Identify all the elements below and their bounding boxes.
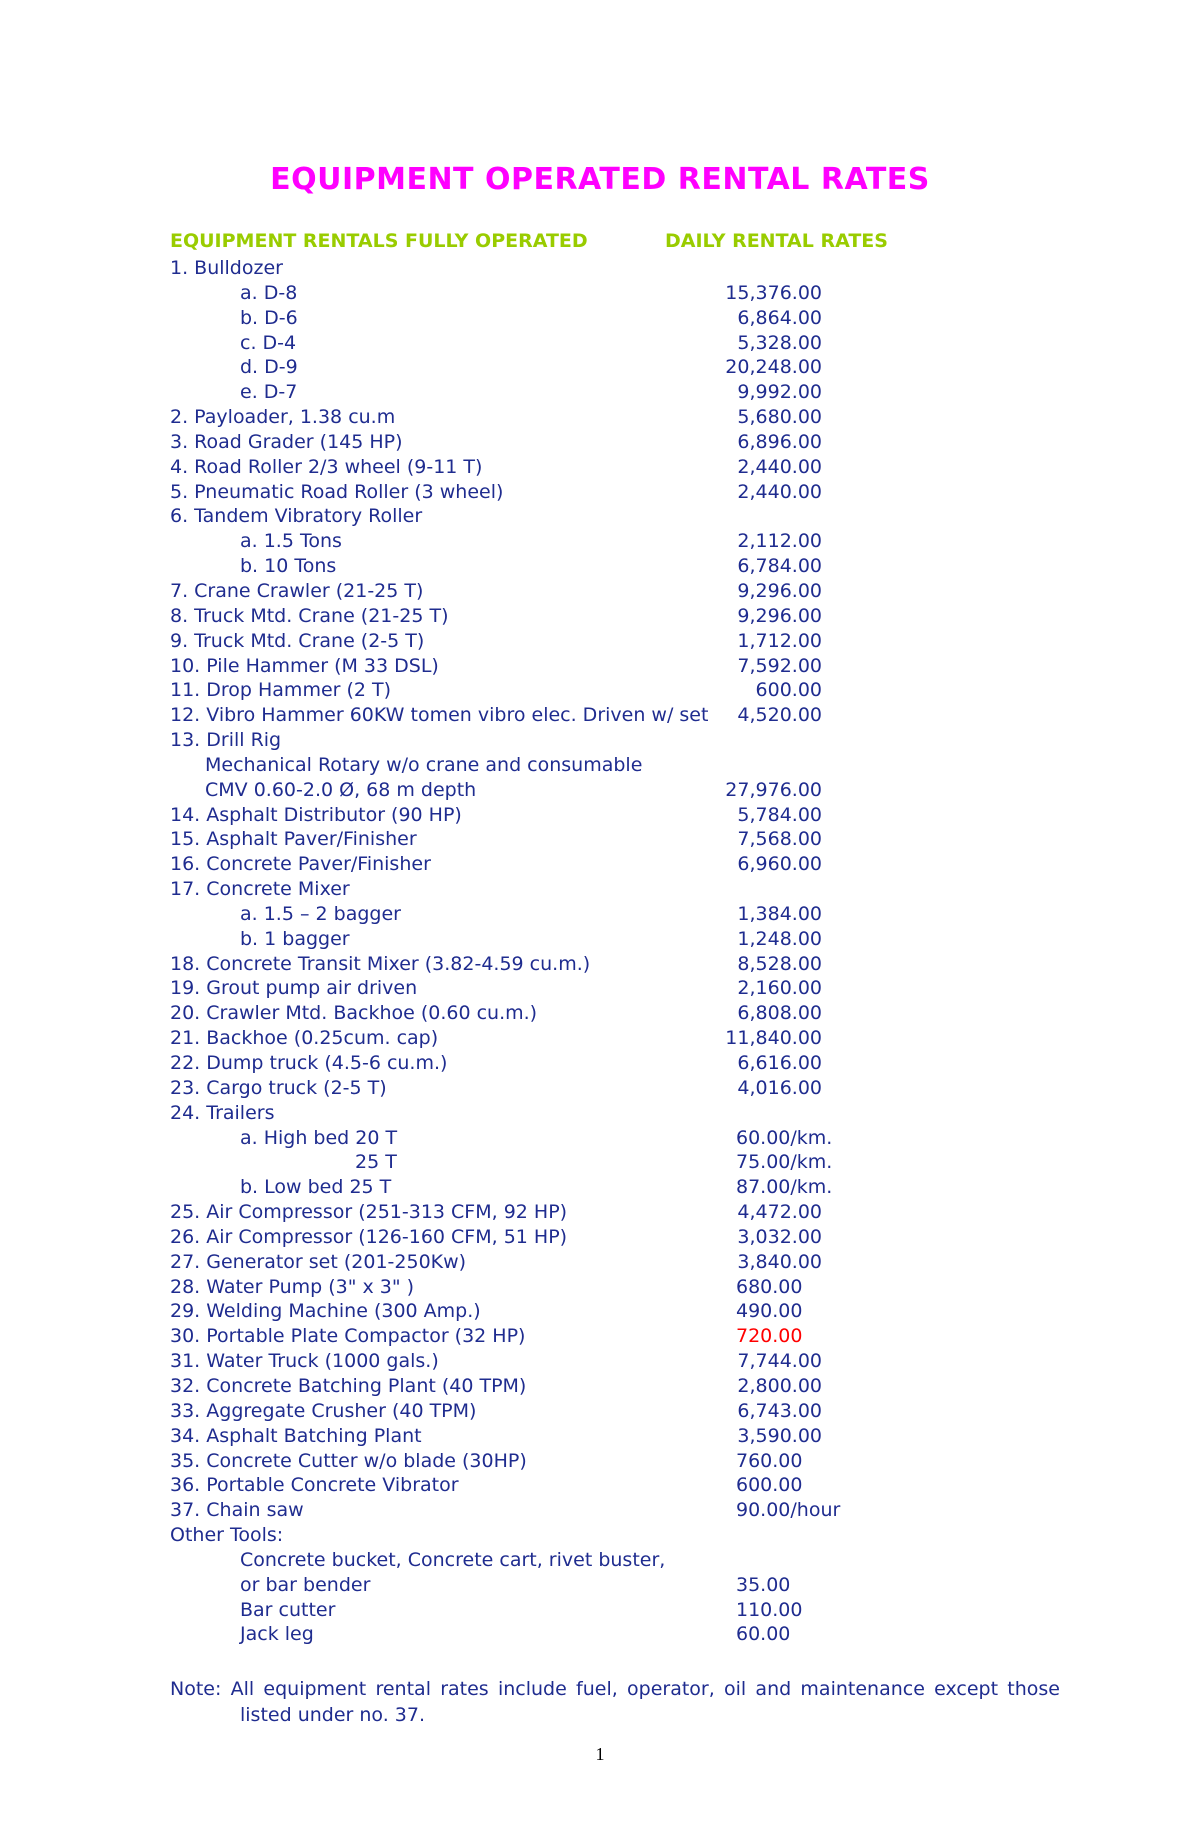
list-item <box>0 1299 1200 1324</box>
list-item <box>0 1548 1200 1573</box>
equipment-label: 1. Bulldozer <box>170 257 283 279</box>
rental-rate-value: 5,680.00 <box>737 406 822 429</box>
list-item <box>0 952 1200 977</box>
rental-rate-value: 4,472.00 <box>737 1201 822 1224</box>
equipment-label: 37. Chain saw <box>170 1499 304 1522</box>
rental-rate-value: 5,328.00 <box>737 331 822 354</box>
equipment-label: 13. Drill Rig <box>170 729 282 752</box>
rental-rate-value: 600.00 <box>755 679 822 702</box>
rental-rate-value: 2,800.00 <box>737 1374 822 1397</box>
equipment-label: 30. Portable Plate Compactor (32 HP) <box>170 1325 526 1348</box>
column-header-rates: DAILY RENTAL RATES <box>665 230 888 252</box>
rental-rate-value: 75.00/km. <box>736 1151 833 1174</box>
rental-rate-value: 2,160.00 <box>737 977 822 1000</box>
equipment-label: a. 1.5 Tons <box>240 530 342 553</box>
equipment-label: CMV 0.60-2.0 Ø, 68 m depth <box>205 778 477 801</box>
equipment-label: 17. Concrete Mixer <box>170 878 350 901</box>
equipment-label: 36. Portable Concrete Vibrator <box>170 1474 459 1497</box>
equipment-label: 21. Backhoe (0.25cum. cap) <box>170 1027 439 1050</box>
equipment-label: Other Tools: <box>170 1524 284 1547</box>
rental-rate-value: 6,784.00 <box>737 555 822 578</box>
list-item <box>0 1225 1200 1250</box>
rental-rate-value: 3,032.00 <box>737 1225 822 1248</box>
rental-rate-value: 680.00 <box>736 1275 803 1298</box>
equipment-label: 16. Concrete Paver/Finisher <box>170 853 431 876</box>
equipment-label: 35. Concrete Cutter w/o blade (30HP) <box>170 1449 527 1472</box>
rental-rate-value: 600.00 <box>736 1474 803 1497</box>
equipment-label: 20. Crawler Mtd. Backhoe (0.60 cu.m.) <box>170 1002 538 1025</box>
list-item <box>0 927 1200 952</box>
rental-rate-value: 6,896.00 <box>737 430 822 453</box>
equipment-label: 7. Crane Crawler (21-25 T) <box>170 579 424 602</box>
equipment-label: Jack leg <box>240 1623 314 1646</box>
list-item <box>0 306 1200 331</box>
rental-rate-value: 720.00 <box>736 1325 803 1348</box>
equipment-label: 33. Aggregate Crusher (40 TPM) <box>170 1399 477 1422</box>
rental-rate-value: 490.00 <box>736 1300 803 1323</box>
equipment-label: 15. Asphalt Paver/Finisher <box>170 828 417 851</box>
list-item <box>0 529 1200 554</box>
list-item <box>0 380 1200 405</box>
equipment-label: 6. Tandem Vibratory Roller <box>170 505 423 528</box>
equipment-label: Mechanical Rotary w/o crane and consumable <box>205 753 643 776</box>
rental-rate-value: 1,248.00 <box>737 927 822 950</box>
equipment-label: 8. Truck Mtd. Crane (21-25 T) <box>170 604 449 627</box>
list-item <box>0 1026 1200 1051</box>
rental-rate-value: 35.00 <box>736 1573 791 1596</box>
rental-rate-value: 2,440.00 <box>737 480 822 503</box>
equipment-label: 25 T <box>355 1151 397 1174</box>
list-item <box>0 604 1200 629</box>
list-item <box>0 1250 1200 1275</box>
equipment-label: 11. Drop Hammer (2 T) <box>170 679 392 702</box>
rental-rate-value: 87.00/km. <box>736 1176 833 1199</box>
rental-rate-value: 3,840.00 <box>737 1250 822 1273</box>
list-item <box>0 654 1200 679</box>
equipment-label: 5. Pneumatic Road Roller (3 wheel) <box>170 480 504 503</box>
document-title: EQUIPMENT OPERATED RENTAL RATES <box>270 162 930 197</box>
equipment-label: Concrete bucket, Concrete cart, rivet buster, <box>240 1548 666 1571</box>
equipment-label: b. 10 Tons <box>240 555 337 578</box>
list-item <box>0 405 1200 430</box>
rental-rate-value: 5,784.00 <box>737 803 822 826</box>
list-item <box>0 1473 1200 1498</box>
rental-rate-value: 6,616.00 <box>737 1052 822 1074</box>
rental-rate-value: 6,864.00 <box>737 306 822 329</box>
list-item <box>0 1399 1200 1424</box>
list-item <box>0 1523 1200 1548</box>
list-item <box>0 504 1200 529</box>
list-item <box>0 480 1200 505</box>
equipment-label: 32. Concrete Batching Plant (40 TPM) <box>170 1374 527 1397</box>
rental-rate-value: 27,976.00 <box>725 778 822 801</box>
list-item <box>0 629 1200 654</box>
rental-rate-value: 20,248.00 <box>725 356 822 379</box>
rental-rate-value: 2,112.00 <box>737 530 822 553</box>
list-item <box>0 1200 1200 1225</box>
equipment-label: 18. Concrete Transit Mixer (3.82-4.59 cu.m.) <box>170 952 591 975</box>
list-item <box>0 1424 1200 1449</box>
rental-rate-value: 60.00/km. <box>736 1126 833 1149</box>
list-item <box>0 1324 1200 1349</box>
rental-rate-value: 4,016.00 <box>737 1076 822 1099</box>
list-item <box>0 877 1200 902</box>
list-item <box>0 778 1200 803</box>
equipment-label: 9. Truck Mtd. Crane (2-5 T) <box>170 629 425 652</box>
equipment-label: d. D-9 <box>240 356 298 379</box>
equipment-label: a. High bed 20 T <box>240 1126 398 1149</box>
list-item <box>0 803 1200 828</box>
rental-rate-value: 6,743.00 <box>737 1399 822 1422</box>
equipment-label: Bar cutter <box>240 1598 336 1621</box>
list-item <box>0 827 1200 852</box>
list-item <box>0 1498 1200 1523</box>
equipment-label: 31. Water Truck (1000 gals.) <box>170 1350 439 1373</box>
list-item <box>0 1374 1200 1399</box>
rental-rate-value: 90.00/hour <box>736 1499 841 1522</box>
list-item <box>0 1001 1200 1026</box>
equipment-label: b. D-6 <box>240 306 298 329</box>
page-number: 1 <box>595 1744 605 1764</box>
list-item <box>0 1598 1200 1623</box>
list-item <box>0 976 1200 1001</box>
equipment-label: 22. Dump truck (4.5-6 cu.m.) <box>170 1052 448 1074</box>
list-item <box>0 728 1200 753</box>
list-item <box>0 703 1200 728</box>
column-header-equipment: EQUIPMENT RENTALS FULLY OPERATED <box>170 230 588 252</box>
list-item <box>0 1051 1200 1076</box>
list-item <box>0 1126 1200 1151</box>
list-item <box>0 1449 1200 1474</box>
list-item <box>0 256 1200 281</box>
rental-rates-list <box>0 256 1200 1647</box>
footnote: Note: All equipment rental rates include fuel, operator, oil and maintenance except those <box>170 1678 1060 1700</box>
list-item <box>0 1275 1200 1300</box>
list-item <box>0 455 1200 480</box>
rental-rate-value: 7,592.00 <box>737 654 822 677</box>
equipment-label: 14. Asphalt Distributor (90 HP) <box>170 803 462 826</box>
list-item <box>0 1349 1200 1374</box>
list-item <box>0 902 1200 927</box>
list-item <box>0 281 1200 306</box>
equipment-label: 19. Grout pump air driven <box>170 977 418 1000</box>
rental-rate-value: 7,744.00 <box>737 1350 822 1373</box>
list-item <box>0 331 1200 356</box>
rental-rate-value: 7,568.00 <box>737 828 822 851</box>
equipment-label: 27. Generator set (201-250Kw) <box>170 1250 467 1273</box>
rental-rate-value: 1,712.00 <box>737 629 822 652</box>
rental-rate-value: 6,808.00 <box>737 1002 822 1025</box>
equipment-label: b. 1 bagger <box>240 927 350 950</box>
rental-rate-value: 9,992.00 <box>737 381 822 404</box>
rental-rate-value: 9,296.00 <box>737 604 822 627</box>
list-item <box>0 1175 1200 1200</box>
list-item <box>0 1622 1200 1647</box>
rental-rate-value: 4,520.00 <box>737 704 822 727</box>
rental-rate-value: 11,840.00 <box>725 1027 822 1050</box>
equipment-label: a. D-8 <box>240 281 298 304</box>
equipment-label: a. 1.5 – 2 bagger <box>240 902 401 925</box>
equipment-label: 12. Vibro Hammer 60KW tomen vibro elec. Driven w/ set <box>170 704 709 727</box>
list-item <box>0 430 1200 455</box>
rental-rate-value: 2,440.00 <box>737 455 822 478</box>
equipment-label: 4. Road Roller 2/3 wheel (9-11 T) <box>170 455 483 478</box>
list-item <box>0 554 1200 579</box>
equipment-label: 24. Trailers <box>170 1101 275 1124</box>
list-item <box>0 678 1200 703</box>
rental-rate-value: 3,590.00 <box>737 1424 822 1447</box>
equipment-label: 2. Payloader, 1.38 cu.m <box>170 406 396 429</box>
rental-rate-value: 60.00 <box>736 1623 791 1646</box>
list-item <box>0 1150 1200 1175</box>
rental-rate-value: 8,528.00 <box>737 952 822 975</box>
list-item <box>0 579 1200 604</box>
equipment-label: 23. Cargo truck (2-5 T) <box>170 1076 387 1099</box>
list-item <box>0 1101 1200 1126</box>
list-item <box>0 1076 1200 1101</box>
footnote-continuation: listed under no. 37. <box>240 1704 426 1726</box>
rental-rate-value: 1,384.00 <box>737 902 822 925</box>
equipment-label: 29. Welding Machine (300 Amp.) <box>170 1300 481 1323</box>
equipment-label: 26. Air Compressor (126-160 CFM, 51 HP) <box>170 1225 568 1248</box>
rental-rate-value: 760.00 <box>736 1449 803 1472</box>
equipment-label: e. D-7 <box>240 381 298 404</box>
rental-rate-value: 6,960.00 <box>737 853 822 876</box>
list-item <box>0 355 1200 380</box>
equipment-label: 10. Pile Hammer (M 33 DSL) <box>170 654 439 677</box>
rental-rate-value: 9,296.00 <box>737 579 822 602</box>
rental-rate-value: 110.00 <box>736 1598 803 1621</box>
equipment-label: 25. Air Compressor (251-313 CFM, 92 HP) <box>170 1201 568 1224</box>
equipment-label: or bar bender <box>240 1573 371 1596</box>
equipment-label: c. D-4 <box>240 331 297 354</box>
equipment-label: 34. Asphalt Batching Plant <box>170 1424 422 1447</box>
equipment-label: b. Low bed 25 T <box>240 1176 392 1199</box>
list-item <box>0 753 1200 778</box>
list-item <box>0 1573 1200 1598</box>
equipment-label: 28. Water Pump (3" x 3" ) <box>170 1275 415 1298</box>
equipment-label: 3. Road Grader (145 HP) <box>170 430 403 453</box>
rental-rate-value: 15,376.00 <box>725 281 822 304</box>
list-item <box>0 852 1200 877</box>
